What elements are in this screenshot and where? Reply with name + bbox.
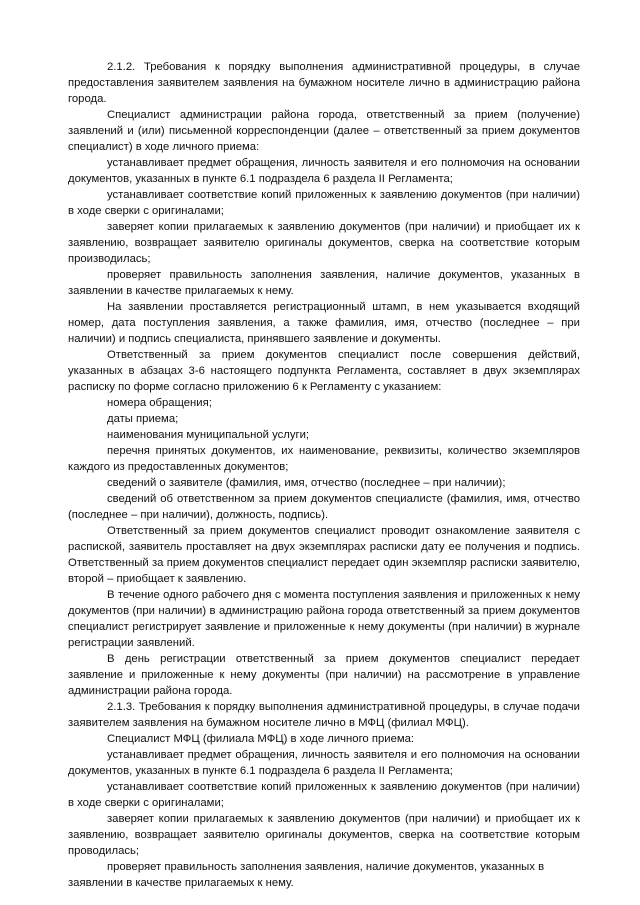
paragraph: заверяет копии прилагаемых к заявлению документов (при наличии) и приобщает их к заявлению, возвращает заявителю оригиналы документов, сверка на соответствие которым производилась; [68, 221, 580, 265]
paragraph: сведений об ответственном за прием документов специалисте (фамилия, имя, отчество (последнее – при наличии), должность, подпись). [68, 493, 580, 521]
paragraph: проверяет правильность заполнения заявления, наличие документов, указанных в заявлении в качестве прилагаемых к нему. [68, 269, 580, 297]
paragraph: сведений о заявителе (фамилия, имя, отчество (последнее – при наличии); [107, 477, 506, 489]
document-page [68, 59, 580, 891]
paragraph: номера обращения; [107, 397, 212, 409]
paragraph: устанавливает предмет обращения, личность заявителя и его полномочия на основании документов, указанных в пункте 6.1 подраздела 6 раздела II Регламента; [68, 749, 580, 777]
paragraph: устанавливает соответствие копий приложенных к заявлению документов (при наличии) в ходе сверки с оригиналами; [68, 781, 580, 809]
paragraph: наименования муниципальной услуги; [107, 429, 310, 441]
paragraph: 2.1.2. Требования к порядку выполнения административной процедуры, в случае предоставления заявителем заявления на бумажном носителе лично в администрацию района города. [68, 61, 580, 105]
paragraph: В день регистрации ответственный за прием документов специалист передает заявление и приложенные к нему документы (при наличии) на рассмотрение в управление администрации района города. [68, 653, 580, 697]
paragraph: 2.1.3. Требования к порядку выполнения административной процедуры, в случае подачи заявителем заявления на бумажном носителе лично в МФЦ (филиал МФЦ). [68, 701, 580, 729]
paragraph: даты приема; [107, 413, 179, 425]
paragraph: Ответственный за прием документов специалист после совершения действий, указанных в абзацах 3-6 настоящего подпункта Регламента, составляет в двух экземплярах расписку по форме согласно приложению 6 к Регламенту с указанием: [68, 349, 580, 393]
paragraph: устанавливает предмет обращения, личность заявителя и его полномочия на основании документов, указанных в пункте 6.1 подраздела 6 раздела II Регламента; [68, 157, 580, 185]
paragraph: перечня принятых документов, их наименование, реквизиты, количество экземпляров каждого из предоставленных документов; [68, 445, 580, 473]
paragraph: Специалист администрации района города, ответственный за прием (получение) заявлений и (или) письменной корреспонденции (далее – ответственный за прием документов специалист) в ходе личного приема: [68, 109, 580, 153]
paragraph: Ответственный за прием документов специалист проводит ознакомление заявителя с распиской, заявитель проставляет на двух экземплярах расписки дату ее получения и подпись. Ответственный за прием документов специалист передает один экземпляр расписки заявителю, второй – приобщает к заявлению. [68, 525, 580, 585]
paragraph: На заявлении проставляется регистрационный штамп, в нем указывается входящий номер, дата поступления заявления, а также фамилия, имя, отчество (последнее – при наличии) и подпись специалиста, принявшего заявление и документы. [68, 301, 580, 345]
paragraph: Специалист МФЦ (филиала МФЦ) в ходе личного приема: [107, 733, 415, 745]
paragraph: устанавливает соответствие копий приложенных к заявлению документов (при наличии) в ходе сверки с оригиналами; [68, 189, 580, 217]
paragraph: В течение одного рабочего дня с момента поступления заявления и приложенных к нему документов (при наличии) в администрацию района города ответственный за прием документов специалист регистрирует заявление и приложенные к нему документы (при наличии) в журнале регистрации заявлений. [68, 589, 580, 649]
paragraph: заверяет копии прилагаемых к заявлению документов (при наличии) и приобщает их к заявлению, возвращает заявителю оригиналы документов, сверка на соответствие которым проводилась; [68, 813, 580, 857]
paragraph: проверяет правильность заполнения заявления, наличие документов, указанных в заявлении в качестве прилагаемых к нему. [68, 861, 545, 889]
